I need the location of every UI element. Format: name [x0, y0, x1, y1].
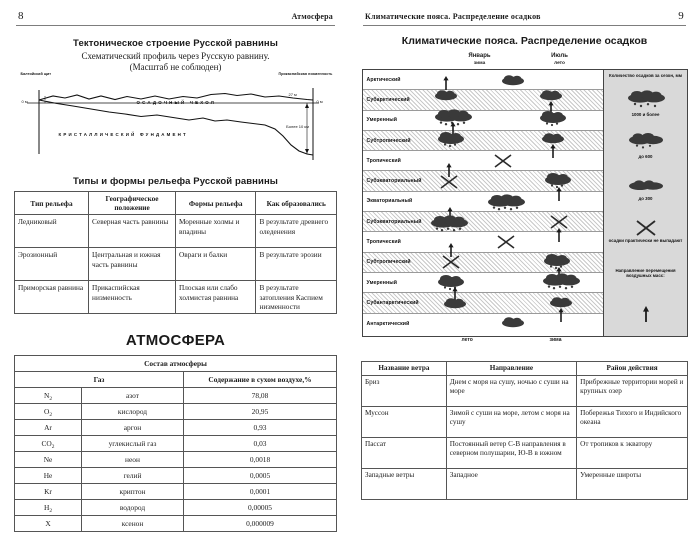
legend-item-high: 1000 и более — [631, 112, 660, 117]
gas-name: гелий — [82, 468, 184, 484]
climate-zone-label: Субантарктический — [366, 299, 419, 306]
tectonic-label-caspian-lowland: Прикаспийская низменность — [278, 72, 333, 76]
atmosphere-composition-table — [14, 355, 337, 532]
gas-value: 0,03 — [184, 436, 337, 452]
table-row — [362, 469, 688, 500]
gas-formula: Kr — [15, 484, 82, 500]
climate-zone-label: Субтропический — [366, 137, 411, 144]
climate-zone-label: Субарктический — [366, 96, 410, 103]
gas-value: 0,000009 — [184, 516, 337, 532]
left-folio: 8 — [18, 10, 24, 22]
tectonic-band-basement: КРИСТАЛЛИЧЕСКИЙ ФУНДАМЕНТ — [58, 132, 188, 137]
season-headers — [362, 53, 688, 69]
season-july — [530, 53, 590, 67]
climate-zone-row — [363, 70, 603, 90]
atmosphere-heading: АТМОСФЕРА — [125, 332, 226, 350]
climate-zone-row — [363, 171, 603, 191]
gas-header-row — [15, 372, 337, 388]
gas-name: кислород — [82, 404, 184, 420]
climate-zone-row — [363, 293, 603, 313]
left-running-head — [14, 10, 337, 25]
climate-zone-label: Умеренный — [366, 117, 398, 124]
gas-name: азот — [82, 388, 184, 404]
tectonic-zero-right: 0 м — [316, 99, 323, 104]
tectonic-subtitle-1: Схематический профиль через Русскую равнину. — [81, 51, 270, 61]
table-row — [15, 248, 337, 281]
precipitation-legend — [603, 70, 687, 336]
climate-title: Климатические пояса. Распределение осадков — [401, 35, 648, 47]
winds-cell: Муссон — [362, 407, 447, 438]
relief-title: Типы и формы рельефа Русской равнины — [73, 176, 278, 187]
climate-zone-row — [363, 273, 603, 293]
winds-col-name: Название ветра — [362, 362, 447, 376]
climate-zone-label: Тропический — [366, 157, 401, 164]
tectonic-zero-left: 0 м — [21, 99, 28, 104]
climate-chart-box — [362, 69, 688, 337]
relief-header-row — [15, 192, 337, 215]
relief-cell: Эрозионный — [15, 248, 89, 281]
footer-winter: зима — [549, 337, 562, 343]
relief-col-origin: Как образовались — [256, 192, 337, 215]
relief-col-forms: Формы рельефа — [175, 192, 256, 215]
gas-table-title: Состав атмосферы — [15, 356, 337, 372]
climate-zone-row — [363, 111, 603, 131]
climate-zones-figure — [362, 53, 688, 353]
gas-title-row — [15, 356, 337, 372]
gas-value: 0,0001 — [184, 484, 337, 500]
gas-value: 0,00005 — [184, 500, 337, 516]
relief-cell: Северная часть равнины — [89, 215, 176, 248]
legend-icons — [604, 86, 688, 344]
climate-zone-label: Экваториальный — [366, 198, 413, 205]
tectonic-band-sedimentary: ОСАДОЧНЫЙ ЧЕХОЛ — [136, 100, 216, 105]
climate-zone-row — [363, 253, 603, 273]
gas-formula: Ne — [15, 452, 82, 468]
winds-cell: Побережья Тихого и Индийского океана — [577, 407, 688, 438]
winds-table — [361, 361, 688, 500]
gas-formula: He — [15, 468, 82, 484]
gas-name: водород — [82, 500, 184, 516]
climate-zone-label: Умеренный — [366, 279, 398, 286]
table-row — [15, 500, 337, 516]
gas-value: 20,95 — [184, 404, 337, 420]
left-running-title: Атмосфера — [291, 12, 333, 21]
winds-cell: Западное — [446, 469, 576, 500]
relief-cell: Плоская или слабо холмистая равнина — [175, 281, 256, 314]
tectonic-depth-mark: 27 м — [288, 92, 297, 97]
climate-zone-row — [363, 131, 603, 151]
tectonic-title: Тектоническое строение Русской равнины — [73, 38, 278, 49]
gas-value: 0,93 — [184, 420, 337, 436]
tectonic-profile-svg — [17, 76, 335, 166]
gas-name: углекислый газ — [82, 436, 184, 452]
table-row — [15, 388, 337, 404]
season-january — [450, 53, 510, 67]
gas-formula: $H_2$ — [15, 500, 82, 516]
relief-col-location: Географическое положение — [89, 192, 176, 215]
gas-name: криптон — [82, 484, 184, 500]
relief-cell: Приморская равнина — [15, 281, 89, 314]
table-row — [15, 215, 337, 248]
table-row — [15, 420, 337, 436]
tectonic-subtitle-2: (Масштаб не соблюден) — [129, 62, 222, 72]
tectonic-deep-label: Более 10 км — [286, 124, 309, 129]
season-footers — [362, 337, 688, 351]
winds-cell: Прибрежные территории морей и крупных озер — [577, 376, 688, 407]
table-row — [15, 468, 337, 484]
climate-zone-label: Субтропический — [366, 259, 411, 266]
table-row — [15, 436, 337, 452]
winds-header-row — [362, 362, 688, 376]
relief-cell: Ледниковый — [15, 215, 89, 248]
relief-cell: Моренные холмы и впадины — [175, 215, 256, 248]
gas-value: 0,0018 — [184, 452, 337, 468]
climate-zone-row — [363, 212, 603, 232]
table-row — [15, 452, 337, 468]
legend-title: Количество осадков за сезон, мм — [609, 73, 682, 78]
gas-col-content: Содержание в сухом воздухе,% — [184, 372, 337, 388]
relief-col-type: Тип рельефа — [15, 192, 89, 215]
footer-summer: лето — [461, 337, 473, 343]
relief-cell: В результате затопления Каспием низменности — [256, 281, 337, 314]
tectonic-label-baltic-shield: Балтийский щит — [20, 72, 52, 76]
relief-cell: Центральная и южная часть равнины — [89, 248, 176, 281]
relief-table — [14, 191, 337, 314]
gas-name: аргон — [82, 420, 184, 436]
climate-zone-row — [363, 192, 603, 212]
winds-cell: Бриз — [362, 376, 447, 407]
table-row — [15, 404, 337, 420]
table-row — [362, 376, 688, 407]
gas-value: 78,08 — [184, 388, 337, 404]
left-head-rule — [16, 25, 335, 26]
season-january-label: Январь — [468, 53, 491, 59]
climate-zone-label: Субэкваториальный — [366, 218, 422, 225]
climate-zone-row — [363, 151, 603, 171]
tectonic-profile-figure — [17, 72, 335, 166]
winds-cell: Днем с моря на сушу, ночью с суши на море — [446, 376, 576, 407]
legend-item-none: осадки практически не выпадают — [608, 238, 683, 243]
table-row — [15, 281, 337, 314]
climate-zone-row — [363, 314, 603, 334]
winds-cell: От тропиков к экватору — [577, 438, 688, 469]
legend-item-mid: до 600 — [638, 154, 653, 159]
table-row — [15, 516, 337, 532]
season-july-sub: лето — [554, 61, 565, 66]
legend-item-arrow: Направление перемещения воздушных масс: — [615, 268, 676, 279]
climate-zone-row — [363, 232, 603, 252]
legend-item-low: до 300 — [638, 196, 653, 201]
gas-value: 0,0005 — [184, 468, 337, 484]
winds-cell: Западные ветры — [362, 469, 447, 500]
gas-table-body — [15, 388, 337, 532]
climate-zone-row — [363, 90, 603, 110]
gas-formula: $CO_2$ — [15, 436, 82, 452]
winds-col-area: Район действия — [577, 362, 688, 376]
gas-formula: Ar — [15, 420, 82, 436]
season-july-label: Июль — [551, 53, 568, 59]
right-running-title: Климатические пояса. Распределение осадков — [365, 12, 541, 21]
winds-cell: Постоянный ветер С-В направления в северном полушарии, Ю-В в южном — [446, 438, 576, 469]
relief-cell: Прикаспийская низменность — [89, 281, 176, 314]
season-january-sub: зима — [473, 61, 486, 66]
table-row — [362, 407, 688, 438]
gas-formula: X — [15, 516, 82, 532]
relief-cell: В результате эрозии — [256, 248, 337, 281]
gas-name: неон — [82, 452, 184, 468]
climate-zone-label: Антарктический — [366, 320, 410, 327]
climate-zone-label: Субэкваториальный — [366, 178, 422, 185]
winds-col-direction: Направление — [446, 362, 576, 376]
gas-col-gas: Газ — [15, 372, 184, 388]
climate-zone-label: Тропический — [366, 239, 401, 246]
gas-name: ксенон — [82, 516, 184, 532]
climate-zone-rows — [363, 70, 603, 336]
relief-cell: Овраги и балки — [175, 248, 256, 281]
gas-formula: $N_2$ — [15, 388, 82, 404]
right-running-head — [361, 10, 688, 25]
table-row — [362, 438, 688, 469]
relief-cell: В результате древнего оледенения — [256, 215, 337, 248]
climate-zone-label: Арктический — [366, 76, 401, 83]
gas-formula: $O_2$ — [15, 404, 82, 420]
winds-cell: Пассат — [362, 438, 447, 469]
winds-cell: Зимой с суши на море, летом с моря на сушу — [446, 407, 576, 438]
right-page — [349, 0, 698, 540]
right-folio: 9 — [678, 10, 684, 22]
winds-cell: Умеренные широты — [577, 469, 688, 500]
table-row — [15, 484, 337, 500]
right-head-rule — [363, 25, 686, 26]
